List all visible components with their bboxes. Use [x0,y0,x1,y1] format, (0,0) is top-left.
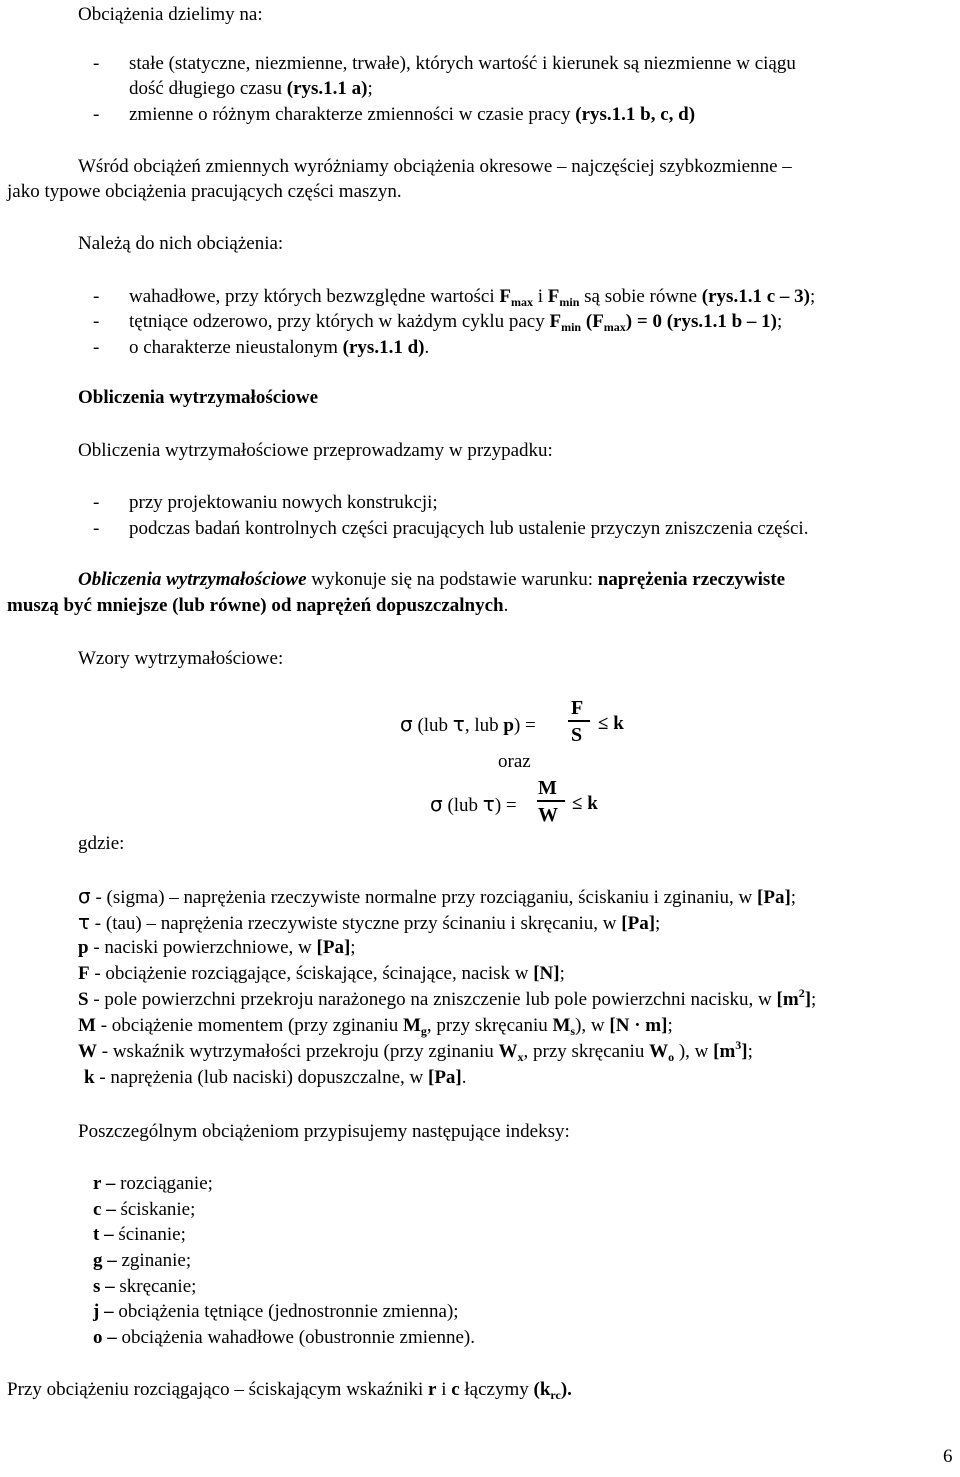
paragraph-line: jako typowe obciążenia pracujących części maszyn. [7,181,402,202]
list-item: zmienne o różnym charakterze zmienności w czasie pracy (rys.1.1 b, c, d) [129,104,696,125]
definition-k: k - naprężenia (lub naciski) dopuszczalne, w [Pa]. [84,1067,467,1088]
list-dash: - [93,53,100,74]
paragraph: Poszczególnym obciążeniom przypisujemy następujące indeksy: [78,1121,570,1142]
fraction-bar [568,720,590,722]
list-item-continued: dość długiego czasu (rys.1.1 a); [129,78,373,99]
list-dash: - [93,311,100,332]
list-item: podczas badań kontrolnych części pracujących lub ustalenie przyczyn zniszczenia części. [129,518,809,539]
paragraph-line: Wśród obciążeń zmiennych wyróżniamy obciążenia okresowe – najczęściej szybkozmienne – [78,156,792,177]
formula-2-numerator: M [538,777,557,799]
paragraph: Wzory wytrzymałościowe: [78,648,284,669]
index-item: o – obciążenia wahadłowe (obustronnie zmienne). [93,1327,475,1348]
condition-line: muszą być mniejsze (lub równe) od naprężeń dopuszczalnych. [7,595,509,616]
figure-reference: (rys.1.1 d) [342,337,425,358]
list-dash: - [93,492,100,513]
index-item: c – ściskanie; [93,1199,196,1220]
formula-1: σ (lub τ, lub p) = [400,712,536,736]
paragraph: Należą do nich obciążenia: [78,233,284,254]
index-item: s – skręcanie; [93,1276,197,1297]
definition-m: M - obciążenie momentem (przy zginaniu $M_g$, przy skręcaniu $M_s$), w [N · m]; [78,1015,673,1038]
list-dash: - [93,104,100,125]
formula-1-denominator: S [571,724,583,746]
figure-reference: (rys.1.1 c – 3) [701,286,810,307]
index-item: t – ścinanie; [93,1224,186,1245]
figure-reference: (rys.1.1 b, c, d) [575,104,696,125]
formula-2: σ (lub τ) = [430,792,517,816]
definition-tau: τ - (tau) – naprężenia rzeczywiste styczne przy ścinaniu i skręcaniu, w [Pa]; [78,910,661,934]
list-dash: - [93,337,100,358]
index-item: j – obciążenia tętniące (jednostronnie zmienna); [93,1301,459,1322]
condition-line: Obliczenia wytrzymałościowe wykonuje się na podstawie warunku: naprężenia rzeczywiste [78,569,786,590]
list-item: tętniące odzerowo, przy których w każdym cyklu pacy $F_{min}$ $(F_{max}) = 0$ (rys.1.1 b – 1); [129,311,783,334]
definition-p: p - naciski powierzchniowe, w [Pa]; [78,937,356,958]
paragraph: Obliczenia wytrzymałościowe przeprowadzamy w przypadku: [78,440,553,461]
definition-sigma: σ - (sigma) – naprężenia rzeczywiste normalne przy rozciąganiu, ściskaniu i zginaniu, w [Pa]; [78,884,797,908]
list-item: o charakterze nieustalonym (rys.1.1 d). [129,337,430,358]
oraz-text: oraz [498,751,531,772]
where-label: gdzie: [78,833,125,854]
formula-1-condition: ≤ k [598,713,624,734]
list-item: stałe (statyczne, niezmienne, trwałe), których wartość i kierunek są niezmienne w ciągu [129,53,796,74]
definition-f: F - obciążenie rozciągające, ściskające, ścinające, nacisk w [N]; [78,963,565,984]
formula-1-numerator: F [571,697,584,719]
page-number: 6 [943,1446,953,1467]
definition-w: W - wskaźnik wytrzymałości przekroju (przy zginaniu $W_x$, przy skręcaniu $W_o$ ), w $[m^3]$; [78,1038,753,1064]
figure-reference: (rys.1.1 a) [286,78,368,99]
final-paragraph: Przy obciążeniu rozciągająco – ściskającym wskaźniki r i c łączymy $(k_{rc})$. [7,1379,572,1402]
list-dash: - [93,286,100,307]
intro-text: Obciążenia dzielimy na: [78,4,263,25]
index-item: r – rozciąganie; [93,1173,213,1194]
list-dash: - [93,518,100,539]
definition-s: S - pole powierzchni przekroju narażonego na zniszczenie lub pole powierzchni nacisku, w $[m^2]$; [78,986,817,1010]
list-item: przy projektowaniu nowych konstrukcji; [129,492,438,513]
fraction-bar [537,800,565,802]
index-item: g – zginanie; [93,1250,192,1271]
list-item: wahadłowe, przy których bezwzględne wartości $F_{max}$ i $F_{min}$ są sobie równe (rys.1.1 c – 3); [129,286,816,309]
formula-2-denominator: W [538,804,558,826]
formula-2-condition: ≤ k [572,793,598,814]
section-heading: Obliczenia wytrzymałościowe [78,387,319,408]
